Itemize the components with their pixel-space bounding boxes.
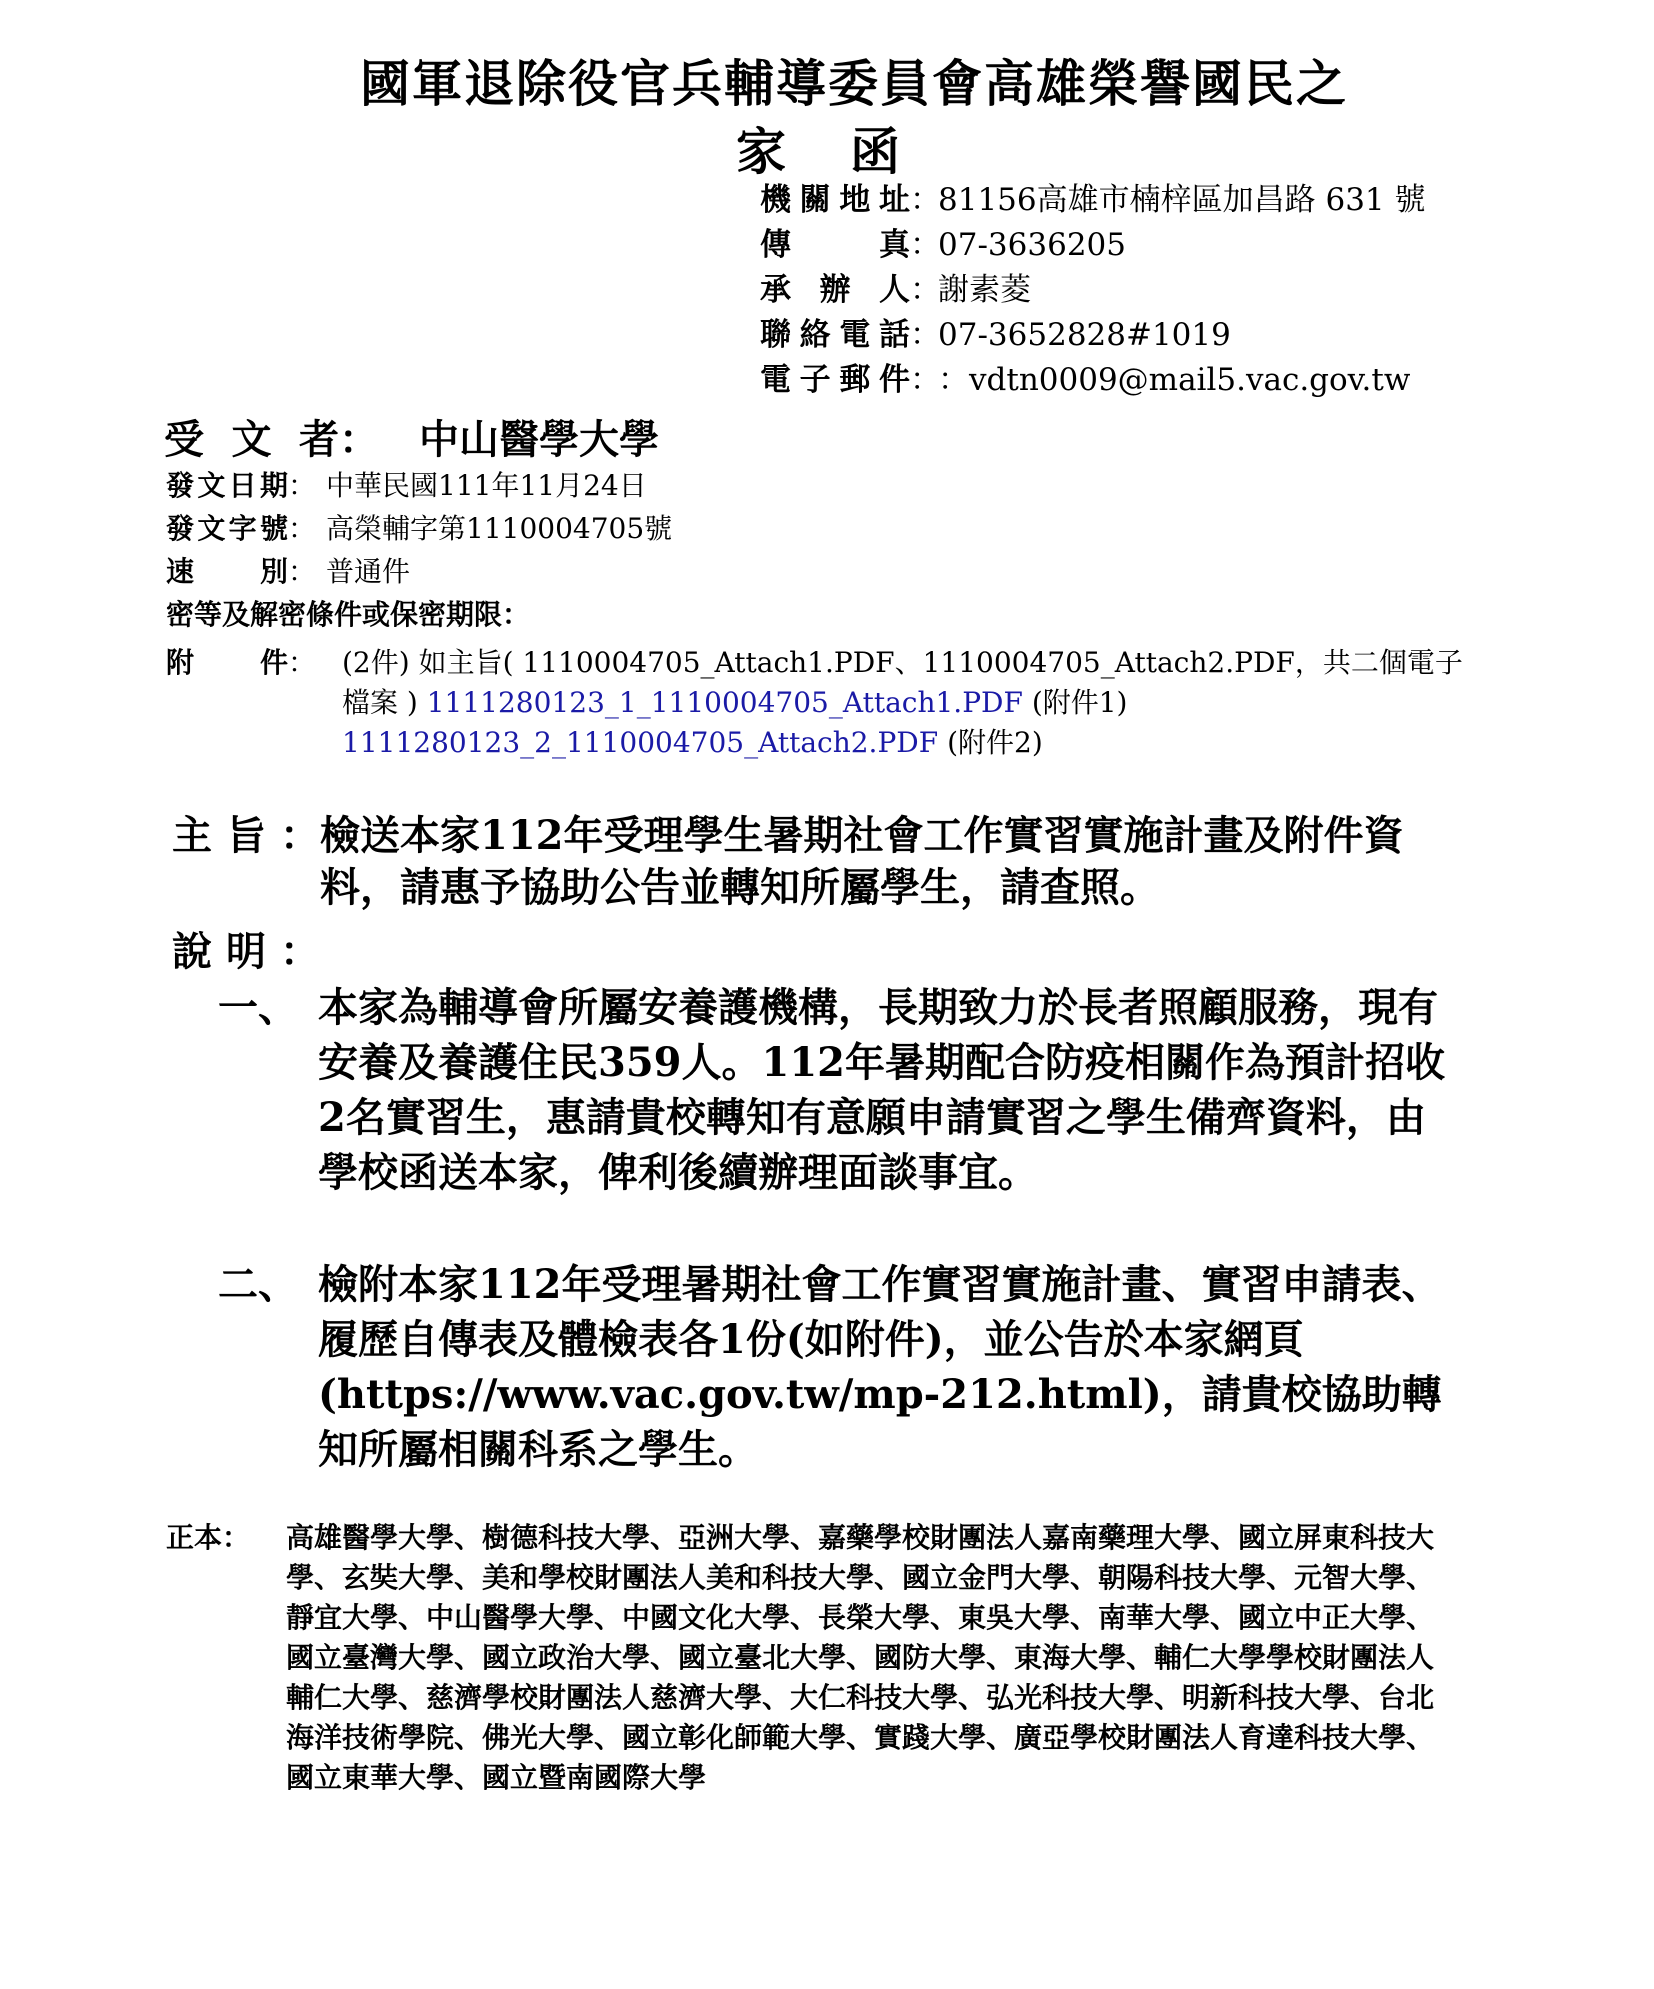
recipient-line: 受文者： 中山醫學大學 [164, 408, 659, 465]
contact-email: 電子郵件 ： ：vdtn0009@mail5.vac.gov.tw [760, 358, 1426, 403]
issue-number-label: 發文字號 [166, 512, 288, 545]
explanation-item [218, 980, 1448, 1200]
contact-block [760, 178, 1426, 403]
recipient-label: 受文者 [164, 416, 339, 463]
explanation-item-number: 二、 [218, 1261, 298, 1308]
contact-fax-label: 傳真 [760, 227, 910, 263]
original-recipients-label: 正本： [166, 1521, 251, 1554]
contact-address-label: 機關地址 [760, 182, 910, 218]
document-type: 家函 [736, 122, 964, 181]
contact-handler-label: 承辦人 [760, 272, 910, 308]
contact-email-value[interactable]: ：vdtn0009@mail5.vac.gov.tw [938, 362, 1411, 398]
contact-fax-value: 07-3636205 [938, 227, 1126, 263]
attachments-body [342, 643, 1466, 763]
contact-phone-label: 聯絡電話 [760, 317, 910, 353]
contact-fax: 傳真 ： 07-3636205 [760, 223, 1426, 268]
explanation-item [218, 1257, 1448, 1477]
attachments-label: 附件 [166, 646, 288, 679]
contact-address-value: 81156高雄市楠梓區加昌路 631 號 [938, 182, 1426, 218]
contact-address: 機關地址 ： 81156高雄市楠梓區加昌路 631 號 [760, 178, 1426, 223]
organization-title: 國軍退除役官兵輔導委員會高雄榮譽國民之 [360, 54, 1348, 113]
original-recipients-list: 高雄醫學大學、樹德科技大學、亞洲大學、嘉藥學校財團法人嘉南藥理大學、國立屏東科技大學、玄奘大學、美和學校財團法人美和科技大學、國立金門大學、朝陽科技大學、元智大學、靜宜大學、中山醫學大學、中國文化大學、長榮大學、東吳大學、南華大學、國立中正大學、國立臺灣大學、國立政治大學、國立臺北大學、國防大學、東海大學、輔仁大學學校財團法人輔仁大學、慈濟學校財團法人慈濟大學、大仁科技大學、弘光科技大學、明新科技大學、台北海洋技術學院、佛光大學、國立彰化師範大學、實踐大學、廣亞學校財團法人育達科技大學、國立東華大學、國立暨南國際大學 [286, 1521, 1435, 1794]
contact-phone-value: 07-3652828#1019 [938, 317, 1231, 353]
subject-section [172, 810, 1462, 914]
explanation-item-text: 本家為輔導會所屬安養護機構，長期致力於長者照顧服務，現有安養及養護住民359人。112年暑期配合防疫相關作為預計招收2名實習生，惠請貴校轉知有意願申請實習之學生備齊資料，由學校函送本家，俾利後續辦理面談事宜。 [318, 984, 1445, 1196]
subject-label: 主旨： [172, 812, 334, 859]
original-recipients [166, 1518, 1456, 1798]
issue-date-label: 發文日期 [166, 469, 288, 502]
issue-number: 發文字號 ： 高榮輔字第1110004705號 [166, 507, 672, 550]
secrecy-class [166, 593, 672, 636]
issue-date-value: 中華民國111年11月24日 [326, 469, 647, 502]
attachments: 附件 ： (2件) 如主旨( 1110004705_Attach1.PDF、1110004705_Attach2.PDF，共二個電子檔案 ) 1111280123_1_1110004705_Attach1.PDF (附件1) 1111280123_2_1110004705_Attach2.PDF (附件2) [166, 643, 1466, 763]
speed-class-value: 普通件 [326, 555, 411, 588]
speed-class: 速別 ： 普通件 [166, 550, 672, 593]
explanation-item-text: 檢附本家112年受理暑期社會工作實習實施計畫、實習申請表、履歷自傳表及體檢表各1份(如附件)，並公告於本家網頁(https://www.vac.gov.tw/mp-212.html)，請貴校協助轉知所屬相關科系之學生。 [318, 1261, 1442, 1473]
subject-text: 檢送本家112年受理學生暑期社會工作實習實施計畫及附件資料，請惠予協助公告並轉知所屬學生，請查照。 [320, 812, 1404, 911]
contact-handler-value: 謝素菱 [938, 272, 1031, 308]
attachment-note-1: (附件1) [1022, 686, 1128, 719]
issue-date: 發文日期 ： 中華民國111年11月24日 [166, 464, 672, 507]
recipient-value: 中山醫學大學 [419, 416, 659, 463]
attachments-description: (2件) 如主旨( 1110004705_Attach1.PDF、1110004705_Attach2.PDF，共二個電子檔案 ) [342, 646, 1463, 719]
attachment-note-2: (附件2) [938, 726, 1043, 759]
contact-phone: 聯絡電話 ： 07-3652828#1019 [760, 313, 1426, 358]
explanation-label: 說明： [172, 928, 334, 975]
contact-email-label: 電子郵件 [760, 362, 910, 398]
explanation-item-number: 一、 [218, 984, 298, 1031]
issue-number-value: 高榮輔字第1110004705號 [326, 512, 673, 545]
attachment-link-1[interactable]: 1111280123_1_1110004705_Attach1.PDF [426, 686, 1023, 719]
secrecy-class-label: 密等及解密條件或保密期限： [166, 598, 531, 631]
contact-handler: 承辦人 ： 謝素菱 [760, 268, 1426, 313]
document-meta [166, 464, 672, 636]
attachment-link-2[interactable]: 1111280123_2_1110004705_Attach2.PDF [342, 726, 939, 759]
speed-class-label: 速別 [166, 555, 288, 588]
